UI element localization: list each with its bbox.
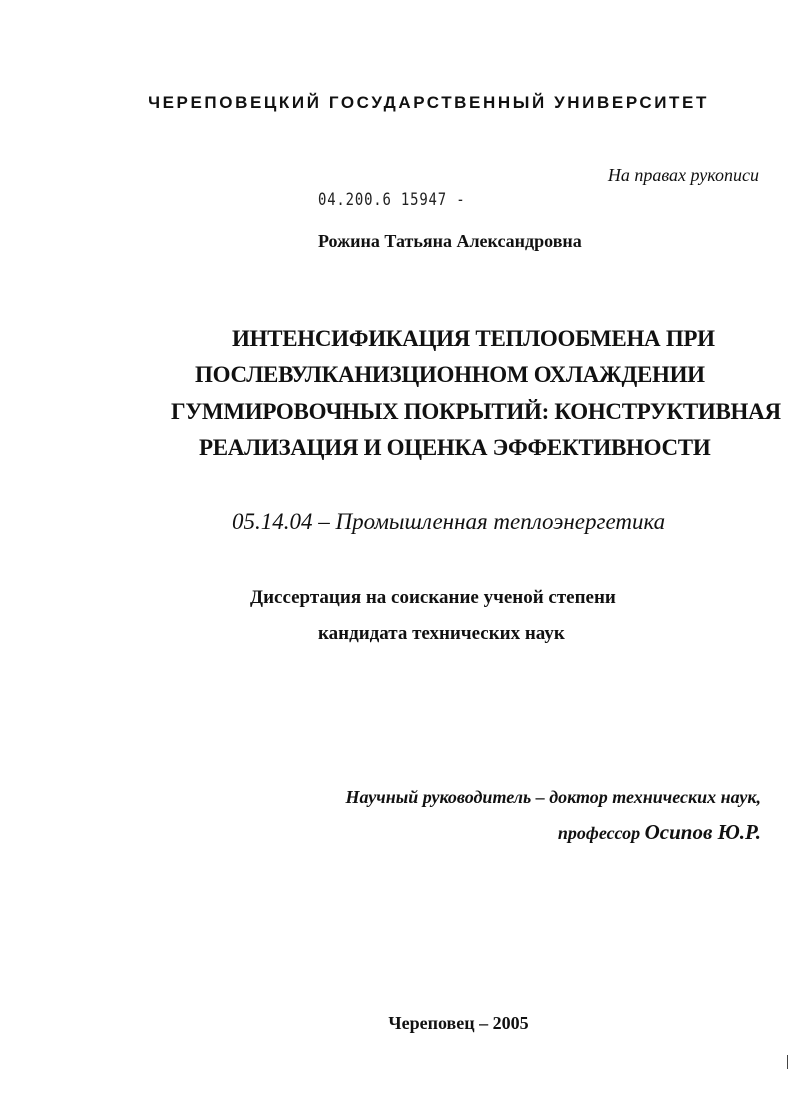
registration-number-stamp: 04.200.6 15947 -: [318, 190, 466, 210]
dissertation-title-line-3: ГУММИРОВОЧНЫХ ПОКРЫТИЙ: КОНСТРУКТИВНАЯ: [171, 399, 781, 424]
scan-mark: [787, 1055, 788, 1069]
specialty-code: 05.14.04 – Промышленная теплоэнергетика: [232, 509, 666, 534]
degree-line-2: кандидата технических наук: [318, 623, 565, 644]
advisor-line-1: Научный руководитель – доктор технических наук,: [345, 787, 761, 807]
manuscript-rights-note: На правах рукописи: [607, 165, 759, 185]
advisor-title: профессор: [557, 823, 641, 843]
degree-line-1: Диссертация на соискание ученой степени: [250, 587, 616, 608]
advisor-line-2: [558, 820, 761, 845]
university-name: ЧЕРЕПОВЕЦКИЙ ГОСУДАРСТВЕННЫЙ УНИВЕРСИТЕТ: [148, 93, 709, 112]
city-and-year: Череповец – 2005: [388, 1013, 529, 1033]
author-name: Рожина Татьяна Александровна: [318, 231, 582, 251]
dissertation-title-line-4: РЕАЛИЗАЦИЯ И ОЦЕНКА ЭФФЕКТИВНОСТИ: [199, 435, 711, 460]
dissertation-title-line-1: ИНТЕНСИФИКАЦИЯ ТЕПЛООБМЕНА ПРИ: [232, 326, 715, 351]
dissertation-title-line-2: ПОСЛЕВУЛКАНИЗЦИОННОМ ОХЛАЖДЕНИИ: [195, 362, 705, 387]
advisor-name: Осипов Ю.Р.: [644, 820, 761, 844]
